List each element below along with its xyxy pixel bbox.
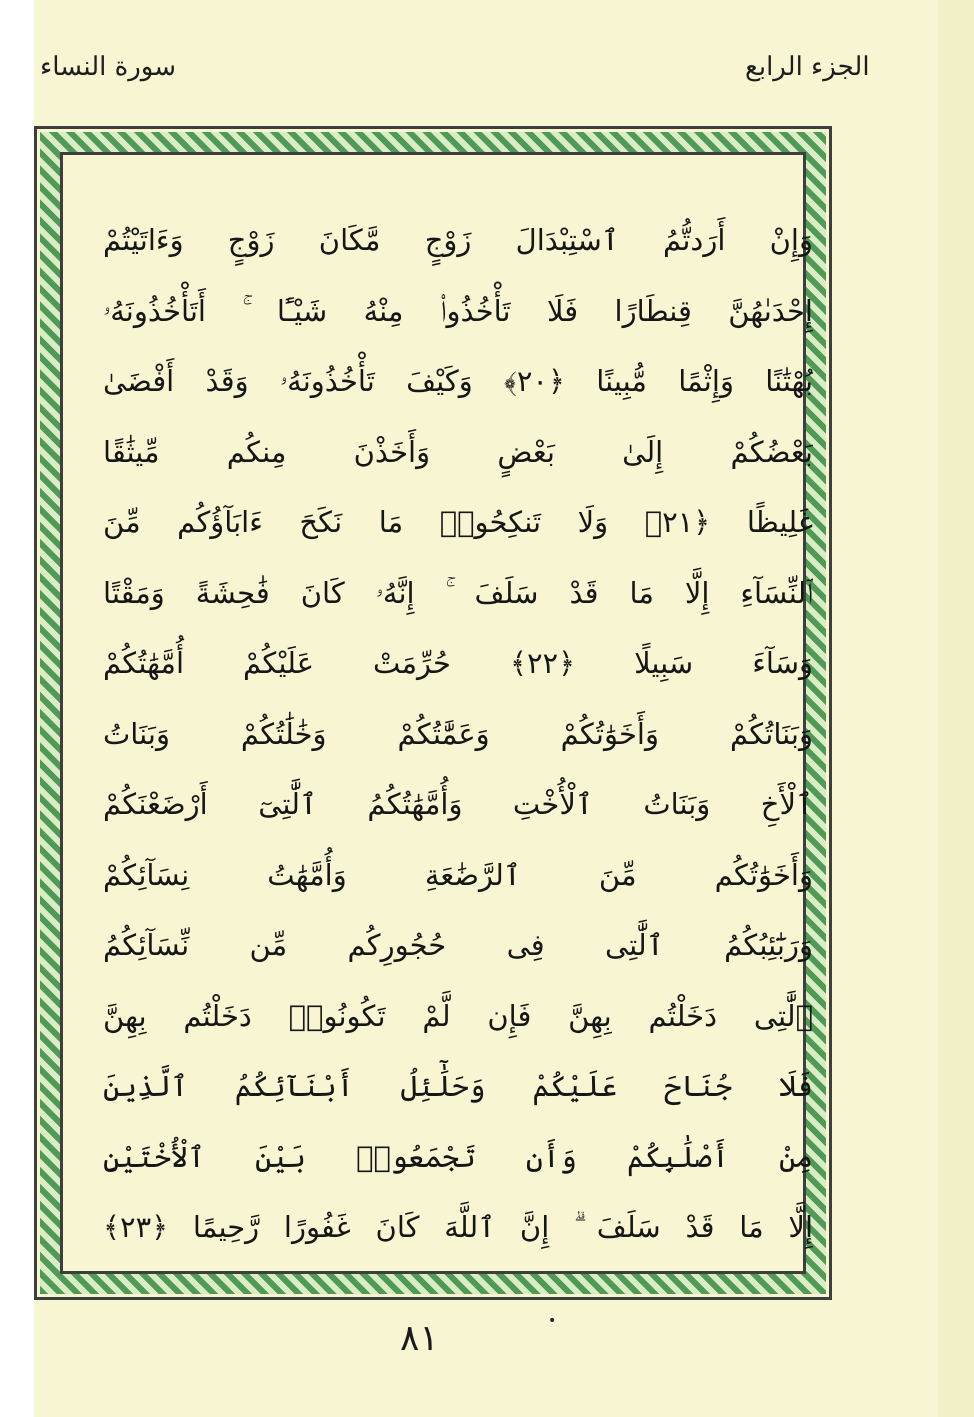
page-margin-right: [938, 0, 974, 1417]
verse-line: بُهْتَٰنًا وَإِثْمًا مُّبِينًا ﴿٢٠﴾ وَكَيْفَ تَأْخُذُونَهُۥ وَقَدْ أَفْضَىٰ: [103, 364, 813, 398]
dot-mark: •: [548, 1313, 557, 1329]
verse-line: وَبَنَاتُكُمْ وَأَخَوَٰتُكُمْ وَعَمَّٰتُكُمْ وَخَٰلَٰتُكُمْ وَبَنَاتُ: [103, 716, 813, 751]
verse-line: غَلِيظًا ﴿٢١﴾ وَلَا تَنكِحُوا۟ مَا نَكَحَ ءَابَآؤُكُم مِّنَ: [103, 505, 813, 539]
verse-line: وَأَخَوَٰتُكُم مِّنَ ٱلرَّضَٰعَةِ وَأُمَّهَٰتُ نِسَآئِكُمْ: [103, 857, 813, 892]
verse-line: ٱلنِّسَآءِ إِلَّا مَا قَدْ سَلَفَ ۚ إِنَّهُۥ كَانَ فَٰحِشَةً وَمَقْتًا: [103, 575, 813, 610]
verse-line: وَسَآءَ سَبِيلًا ﴿٢٢﴾ حُرِّمَتْ عَلَيْكُمْ أُمَّهَٰتُكُمْ: [103, 646, 813, 680]
verse-line: وَإِنْ أَرَدتُّمُ ٱسْتِبْدَالَ زَوْجٍ مَّكَانَ زَوْجٍ وَءَاتَيْتُمْ: [103, 223, 813, 257]
ornamental-frame: [34, 126, 832, 1300]
verse-line: وَرَبَٰٓئِبُكُمُ ٱلَّٰتِى فِى حُجُورِكُم مِّن نِّسَآئِكُمُ: [103, 928, 813, 962]
verse-line: بَعْضُكُمْ إِلَىٰ بَعْضٍ وَأَخَذْنَ مِنكُم مِّيثَٰقًا: [103, 434, 813, 469]
page-margin-left: [0, 0, 34, 1417]
verse-line: إِلَّا مَا قَدْ سَلَفَ ۗ إِنَّ ٱللَّهَ كَانَ غَفُورًا رَّحِيمًا ﴿٢٣﴾: [103, 1210, 813, 1244]
verse-text: [103, 205, 813, 1263]
surah-title: سورة النساء: [40, 52, 176, 82]
verse-line: فَلَا جُنَاحَ عَلَيْكُمْ وَحَلَٰٓئِلُ أَبْنَآئِكُمُ ٱلَّذِينَ: [103, 1069, 813, 1103]
juz-title: الجزء الرابع: [745, 52, 870, 82]
page-number: ٨١: [400, 1318, 439, 1359]
verse-line: إِحْدَىٰهُنَّ قِنطَارًا فَلَا تَأْخُذُوا۟ مِنْهُ شَيْـًٔا ۚ أَتَأْخُذُونَهُۥ: [103, 293, 813, 328]
text-panel: [60, 152, 813, 1274]
verse-line: ٱلَّٰتِى دَخَلْتُم بِهِنَّ فَإِن لَّمْ تَكُونُوا۟ دَخَلْتُم بِهِنَّ: [103, 998, 813, 1033]
verse-line: ٱلْأَخِ وَبَنَاتُ ٱلْأُخْتِ وَأُمَّهَٰتُكُمُ ٱلَّٰتِىٓ أَرْضَعْنَكُمْ: [103, 787, 813, 821]
frame-border-pattern: [40, 132, 826, 1294]
verse-line: مِنْ أَصْلَٰبِكُمْ وَأَن تَجْمَعُوا۟ بَيْنَ ٱلْأُخْتَيْنِ: [103, 1139, 813, 1174]
